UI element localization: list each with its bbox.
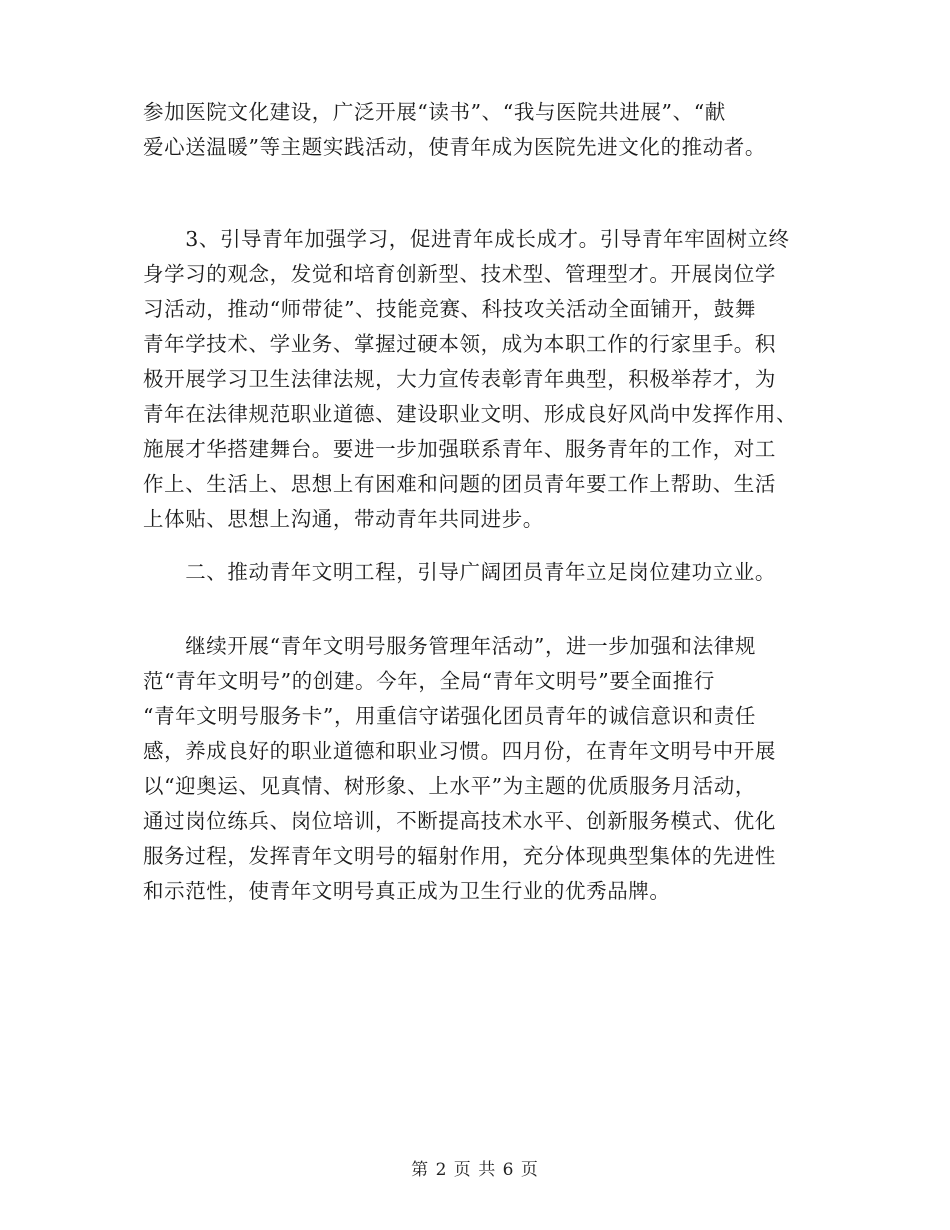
text-line: 3、引导青年加强学习，促进青年成长成才。引导青年牢固树立终 (143, 227, 790, 251)
text-line: 上体贴、思想上沟通，带动青年共同进步。 (143, 507, 544, 531)
text-line: 二、推动青年文明工程，引导广阔团员青年立足岗位建功立业。 (143, 560, 776, 584)
paragraph-culture-activities (143, 95, 815, 165)
text-line: 青年学技术、学业务、掌握过硬本领，成为本职工作的行家里手。积 (143, 332, 776, 356)
text-line: 作上、生活上、思想上有困难和问题的团员青年要工作上帮助、生活 (143, 472, 776, 496)
text-line: 通过岗位练兵、岗位培训，不断提高技术水平、创新服务模式、优化 (143, 809, 776, 833)
text-line: 青年在法律规范职业道德、建设职业文明、形成良好风尚中发挥作用、 (143, 402, 798, 426)
text-line: 极开展学习卫生法律法规，大力宣传表彰青年典型，积极举荐才，为 (143, 367, 776, 391)
text-line: 范“青年文明号”的创建。今年，全局“青年文明号”要全面推行 (143, 669, 715, 693)
section-heading-civilization-project (143, 555, 815, 590)
text-line: 服务过程，发挥青年文明号的辐射作用，充分体现典型集体的先进性 (143, 844, 776, 868)
text-line: 习活动，推动“师带徒”、技能竞赛、科技攻关活动全面铺开，鼓舞 (143, 297, 756, 321)
text-line: 感，养成良好的职业道德和职业习惯。四月份，在青年文明号中开展 (143, 739, 776, 763)
text-line: 参加医院文化建设，广泛开展“读书”、“我与医院共进展”、“献 (143, 100, 726, 124)
text-line: 以“迎奥运、见真情、树形象、上水平”为主题的优质服务月活动， (143, 774, 756, 798)
text-line: 和示范性，使青年文明号真正成为卫生行业的优秀品牌。 (143, 879, 671, 903)
paragraph-civilization-service (143, 629, 815, 909)
text-line: 继续开展“青年文明号服务管理年活动”，进一步加强和法律规 (143, 634, 756, 658)
page-number-footer: 第 2 页 共 6 页 (411, 1160, 539, 1180)
text-line: 身学习的观念，发觉和培育创新型、技术型、管理型才。开展岗位学 (143, 262, 776, 286)
paragraph-youth-learning (143, 222, 815, 537)
text-line: 施展才华搭建舞台。要进一步加强联系青年、服务青年的工作，对工 (143, 437, 776, 461)
text-line: 爱心送温暖”等主题实践活动，使青年成为医院先进文化的推动者。 (143, 135, 766, 159)
text-line: “青年文明号服务卡”，用重信守诺强化团员青年的诚信意识和责任 (143, 704, 756, 728)
